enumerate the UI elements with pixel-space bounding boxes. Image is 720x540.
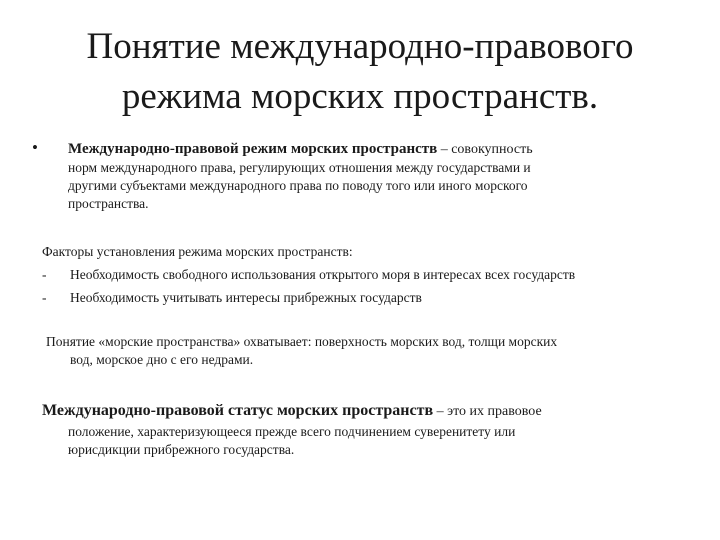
status-rest: – это их правовое	[433, 404, 542, 419]
concept-line: Понятие «морские пространства» охватывает: поверхность морских вод, толщи морских	[46, 334, 558, 349]
factors-section	[42, 240, 702, 309]
definition-line: пространства.	[68, 196, 149, 211]
status-paragraph	[42, 400, 712, 459]
factor-item	[42, 286, 702, 309]
factor-text: Необходимость учитывать интересы прибрежных государств	[70, 290, 422, 305]
status-term: Международно-правовой статус морских пространств	[42, 402, 434, 419]
definition-continuation	[28, 159, 698, 213]
status-line: юрисдикции прибрежного государства.	[68, 442, 295, 457]
definition-rest: – совокупность	[437, 142, 533, 157]
slide-title-line-2: режима морских пространств.	[121, 76, 599, 117]
dash-marker: -	[42, 267, 47, 282]
status-line: положение, характеризующееся прежде всего подчинением суверенитету или	[68, 424, 516, 439]
definition-bullet	[28, 138, 698, 213]
definition-lead	[68, 140, 533, 159]
slide-title-line-1: Понятие международно-правового	[86, 26, 634, 67]
concept-line: вод, морское дно с его недрами.	[70, 352, 254, 367]
definition-line: другими субъектами международного права по поводу того или иного морского	[68, 178, 528, 193]
definition-line: норм международного права, регулирующих отношения между государствами и	[68, 160, 531, 175]
factors-heading: Факторы установления режима морских пространств:	[42, 244, 353, 259]
slide-title	[0, 22, 720, 122]
bullet-point-icon: •	[32, 138, 38, 157]
definition-first-line	[28, 138, 698, 159]
status-lead	[42, 400, 712, 423]
factor-text: Необходимость свободного использования открытого моря в интересах всех государств	[70, 267, 576, 282]
dash-marker: -	[42, 290, 47, 305]
factor-item	[42, 263, 702, 286]
concept-paragraph	[46, 333, 696, 369]
definition-term: Международно-правовой режим морских пространств	[68, 141, 438, 157]
